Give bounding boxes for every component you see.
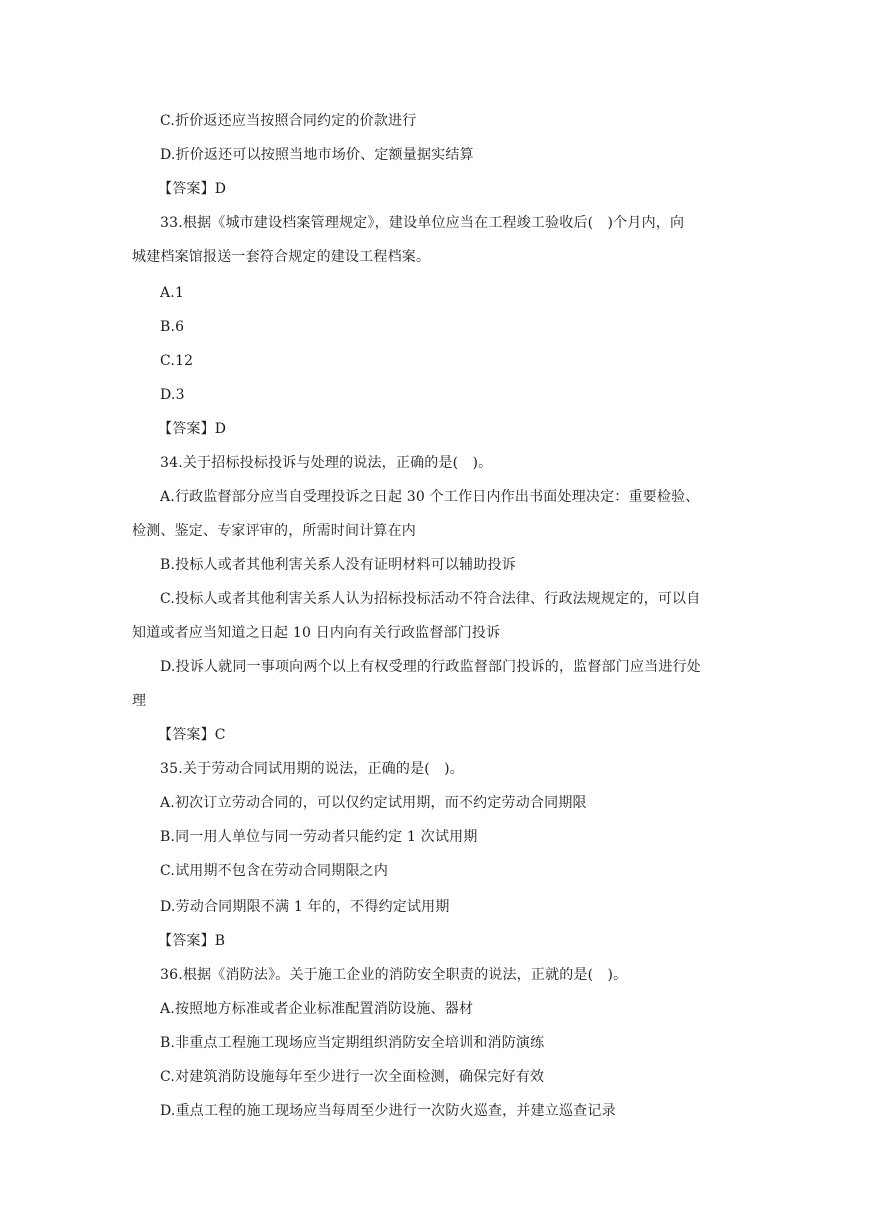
answer-q33: 【答案】D (158, 421, 227, 437)
question-34: 34.关于招标投标投诉与处理的说法，正确的是( )。 (160, 455, 493, 471)
option-b-q33: B.6 (160, 319, 185, 335)
answer-q35: 【答案】B (158, 933, 226, 949)
option-b-q35: B.同一用人单位与同一劳动者只能约定 1 次试用期 (160, 829, 478, 845)
option-b-q34: B.投标人或者其他利害关系人没有证明材料可以辅助投诉 (160, 557, 516, 573)
option-a-q33: A.1 (160, 285, 185, 301)
option-a-q35: A.初次订立劳动合同的，可以仅约定试用期，而不约定劳动合同期限 (160, 795, 587, 811)
option-a-q36: A.按照地方标准或者企业标准配置消防设施、器材 (160, 1001, 474, 1017)
option-d-q32: D.折价返还可以按照当地市场价、定额量据实结算 (160, 147, 474, 163)
option-c-q35: C.试用期不包含在劳动合同期限之内 (160, 863, 389, 879)
option-b-q36: B.非重点工程施工现场应当定期组织消防安全培训和消防演练 (160, 1035, 545, 1051)
question-33: 33.根据《城市建设档案管理规定》，建设单位应当在工程竣工验收后( )个月内，向 (160, 215, 685, 231)
option-d-q36: D.重点工程的施工现场应当每周至少进行一次防火巡查，并建立巡查记录 (160, 1103, 616, 1119)
option-a-q34: A.行政监督部分应当自受理投诉之日起 30 个工作日内作出书面处理决定：重要检验、 (160, 489, 700, 505)
question-36: 36.根据《消防法》。关于施工企业的消防安全职责的说法，正就的是( )。 (160, 967, 628, 983)
option-d-q34: D.投诉人就同一事项向两个以上有权受理的行政监督部门投诉的，监督部门应当进行处 (160, 659, 701, 675)
option-d-q35: D.劳动合同期限不满 1 年的，不得约定试用期 (160, 899, 450, 915)
option-d-q34-continued: 理 (132, 693, 147, 709)
option-c-q32: C.折价返还应当按照合同约定的价款进行 (160, 113, 417, 129)
option-c-q36: C.对建筑消防设施每年至少进行一次全面检测，确保完好有效 (160, 1069, 545, 1085)
answer-q32: 【答案】D (158, 181, 227, 197)
option-c-q34: C.投标人或者其他利害关系人认为招标投标活动不符合法律、行政法规规定的，可以自 (160, 591, 701, 607)
option-a-q34-continued: 检测、鉴定、专家评审的，所需时间计算在内 (132, 523, 416, 539)
option-c-q33: C.12 (160, 353, 194, 369)
answer-q34: 【答案】C (158, 727, 226, 743)
question-33-continued: 城建档案馆报送一套符合规定的建设工程档案。 (132, 249, 431, 265)
question-35: 35.关于劳动合同试用期的说法，正确的是( )。 (160, 761, 464, 777)
option-d-q33: D.3 (160, 387, 185, 403)
option-c-q34-continued: 知道或者应当知道之日起 10 日内向有关行政监督部门投诉 (132, 625, 501, 641)
